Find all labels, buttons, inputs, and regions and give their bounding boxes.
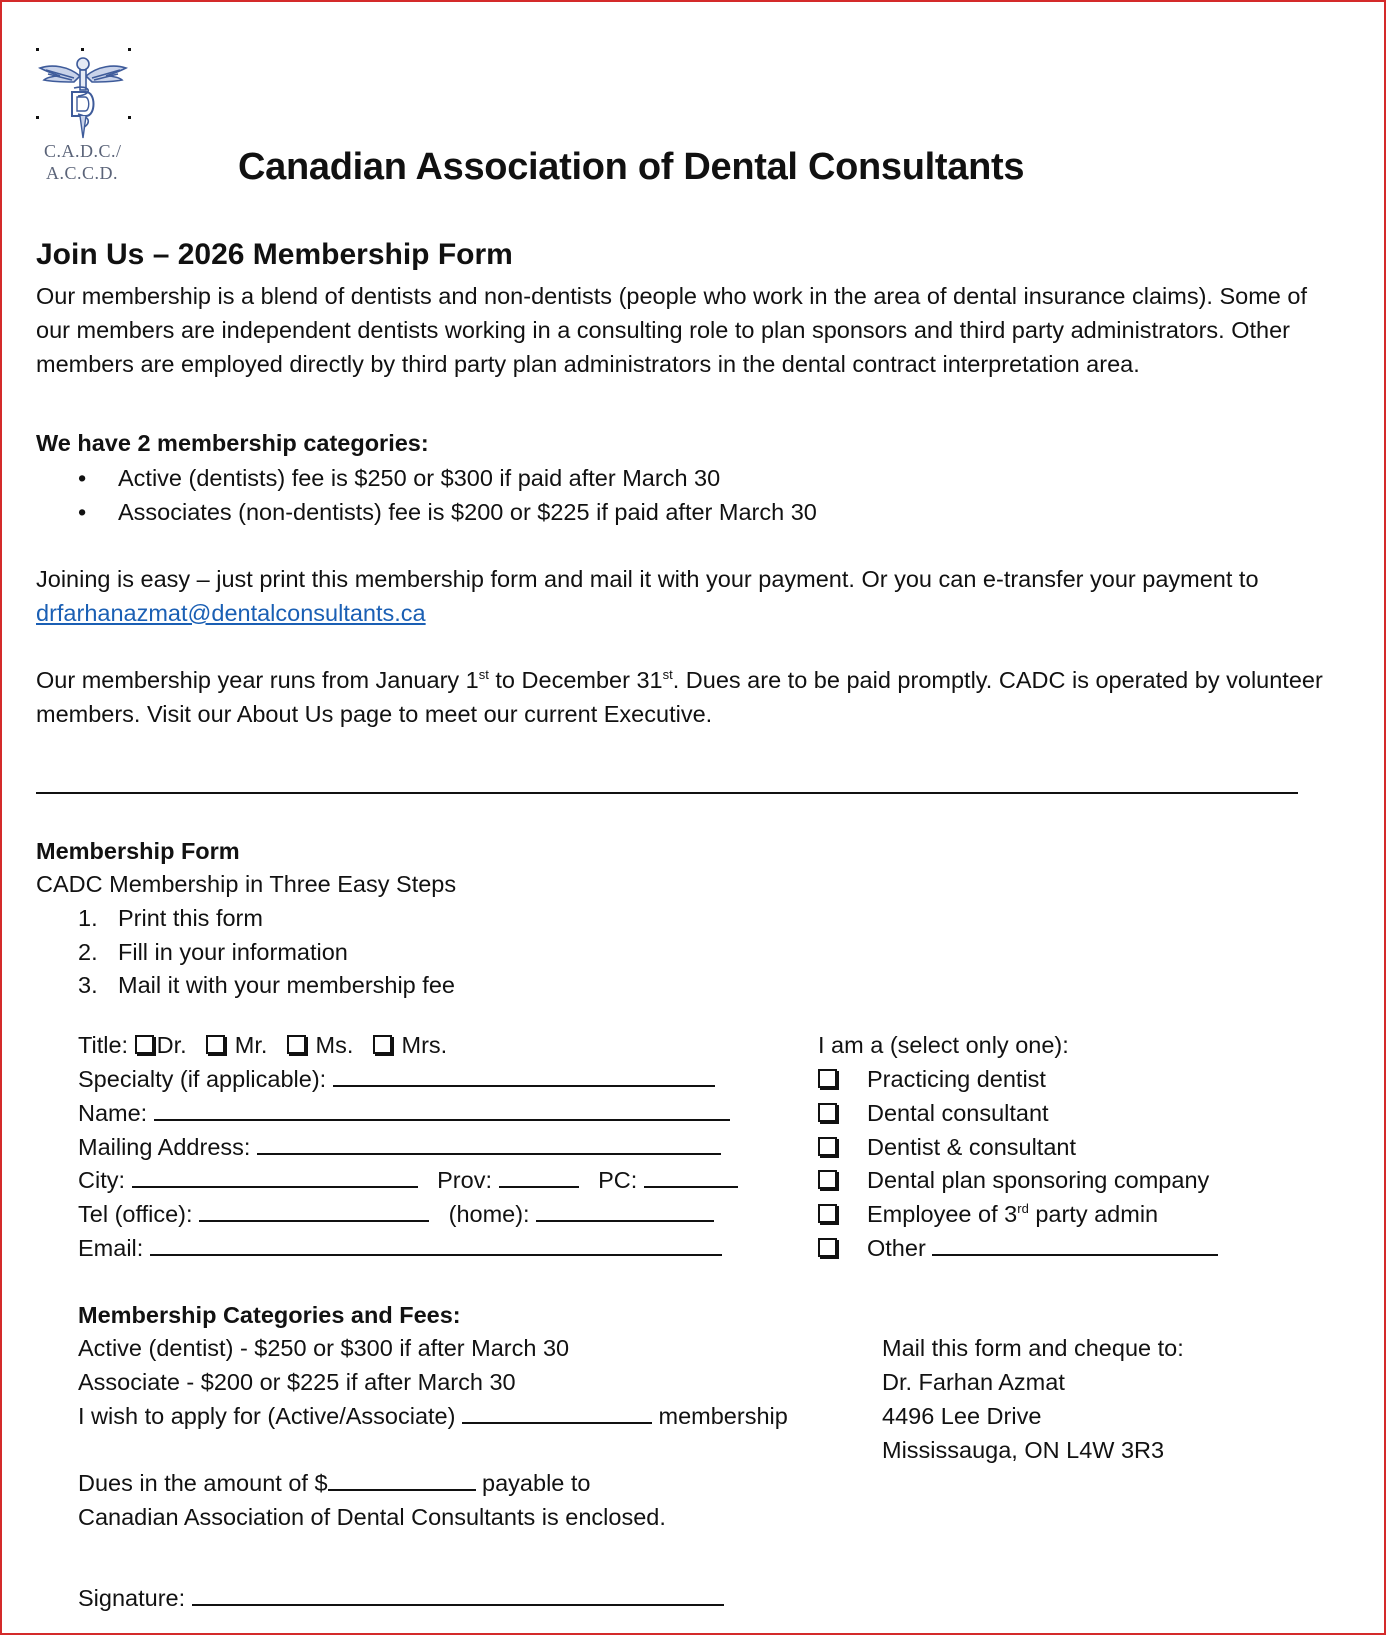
- step-item: 1. Print this form: [78, 905, 263, 931]
- role-third-party-admin-checkbox[interactable]: [818, 1204, 837, 1223]
- categories-heading: We have 2 membership categories:: [36, 430, 429, 456]
- logo-text: [44, 140, 120, 184]
- mail-to-name: Dr. Farhan Azmat: [882, 1369, 1065, 1395]
- name-row: Name:: [78, 1096, 730, 1130]
- city-field[interactable]: [132, 1164, 418, 1188]
- role-plan-sponsor-checkbox[interactable]: [818, 1170, 837, 1189]
- role-option: Dental plan sponsoring company: [818, 1163, 1209, 1197]
- selection-handle: [128, 48, 131, 51]
- form-subheading: CADC Membership in Three Easy Steps: [36, 871, 457, 897]
- role-option: Other: [818, 1231, 1218, 1265]
- title-mrs-checkbox[interactable]: [373, 1035, 392, 1054]
- fee-associate: Associate - $200 or $225 if after March 30: [78, 1369, 516, 1395]
- mail-to-city: Mississauga, ON L4W 3R3: [882, 1437, 1165, 1463]
- tel-office-field[interactable]: [199, 1198, 429, 1222]
- mail-to-heading: Mail this form and cheque to:: [882, 1335, 1184, 1361]
- form-heading: Membership Form: [36, 838, 240, 864]
- tel-home-field[interactable]: [536, 1198, 714, 1222]
- title-row: Title: Dr. Mr. Ms. Mrs.: [78, 1032, 448, 1058]
- joining-paragraph: Joining is easy – just print this membership form and mail it with your payment. Or you can e-transfer your payment to drfarhanazmat@dentalconsultants.ca: [36, 566, 1259, 626]
- mailing-address-field[interactable]: [257, 1131, 721, 1155]
- postal-code-field[interactable]: [644, 1164, 738, 1188]
- caduceus-dental-icon: [38, 54, 128, 140]
- category-item: • Associates (non-dentists) fee is $200 or $225 if paid after March 30: [78, 495, 817, 529]
- tel-row: Tel (office): (home):: [78, 1197, 714, 1231]
- intro-paragraph: Our membership is a blend of dentists and non-dentists (people who work in the area of dental insurance claims). Some of our members are independent dentists working in a consulting role to plan sponsors and third party administrators. Other members are employed directly by third party plan administrators in the dental contract interpretation area.: [36, 283, 1307, 377]
- email-link[interactable]: drfarhanazmat@dentalconsultants.ca: [36, 600, 426, 626]
- title-mr-checkbox[interactable]: [206, 1035, 225, 1054]
- join-heading: Join Us – 2026 Membership Form: [36, 238, 513, 271]
- role-practicing-dentist-checkbox[interactable]: [818, 1069, 837, 1088]
- mail-to-street: 4496 Lee Drive: [882, 1403, 1042, 1429]
- page-title: Canadian Association of Dental Consultants: [238, 146, 1025, 188]
- title-ms-checkbox[interactable]: [287, 1035, 306, 1054]
- apply-row: I wish to apply for (Active/Associate) membership: [78, 1399, 788, 1433]
- role-option: Dentist & consultant: [818, 1130, 1076, 1164]
- logo-line-2: A.C.C.D.: [45, 163, 118, 183]
- signature-field[interactable]: [192, 1582, 724, 1606]
- name-field[interactable]: [154, 1097, 730, 1121]
- logo-line-1: C.A.D.C./: [44, 141, 122, 161]
- title-dr-checkbox[interactable]: [135, 1035, 154, 1054]
- province-field[interactable]: [499, 1164, 579, 1188]
- bullet-icon: •: [78, 499, 87, 525]
- selection-handle: [36, 48, 39, 51]
- role-other-field[interactable]: [932, 1232, 1218, 1256]
- role-heading: I am a (select only one):: [818, 1032, 1069, 1058]
- dues-amount-field[interactable]: [328, 1467, 476, 1491]
- specialty-field[interactable]: [333, 1063, 715, 1087]
- dues-row: Dues in the amount of $ payable to: [78, 1466, 591, 1500]
- role-option: Employee of 3rd party admin: [818, 1197, 1158, 1231]
- section-divider: [36, 792, 1298, 794]
- selection-handle: [128, 116, 131, 119]
- dues-line-2: Canadian Association of Dental Consultants is enclosed.: [78, 1504, 666, 1530]
- email-field[interactable]: [150, 1232, 722, 1256]
- role-option: Dental consultant: [818, 1096, 1049, 1130]
- role-dentist-consultant-checkbox[interactable]: [818, 1137, 837, 1156]
- membership-type-field[interactable]: [462, 1400, 652, 1424]
- step-item: 3. Mail it with your membership fee: [78, 972, 455, 998]
- fees-heading: Membership Categories and Fees:: [78, 1302, 461, 1328]
- cadc-logo: [36, 48, 136, 188]
- category-item: • Active (dentists) fee is $250 or $300 if paid after March 30: [78, 461, 720, 495]
- step-item: 2. Fill in your information: [78, 939, 348, 965]
- fee-active: Active (dentist) - $250 or $300 if after March 30: [78, 1335, 570, 1361]
- email-row: Email:: [78, 1231, 722, 1265]
- address-row: Mailing Address:: [78, 1130, 721, 1164]
- city-row: City: Prov: PC:: [78, 1163, 738, 1197]
- specialty-row: Specialty (if applicable):: [78, 1062, 715, 1096]
- role-dental-consultant-checkbox[interactable]: [818, 1103, 837, 1122]
- membership-year-paragraph: Our membership year runs from January 1st to December 31st. Dues are to be paid promptly. CADC is operated by volunteer members. Visit our About Us page to meet our current Executive.: [36, 667, 1323, 727]
- role-other-checkbox[interactable]: [818, 1238, 837, 1257]
- bullet-icon: •: [78, 465, 87, 491]
- selection-handle: [81, 48, 84, 51]
- signature-row: Signature:: [78, 1581, 724, 1615]
- role-option: Practicing dentist: [818, 1062, 1046, 1096]
